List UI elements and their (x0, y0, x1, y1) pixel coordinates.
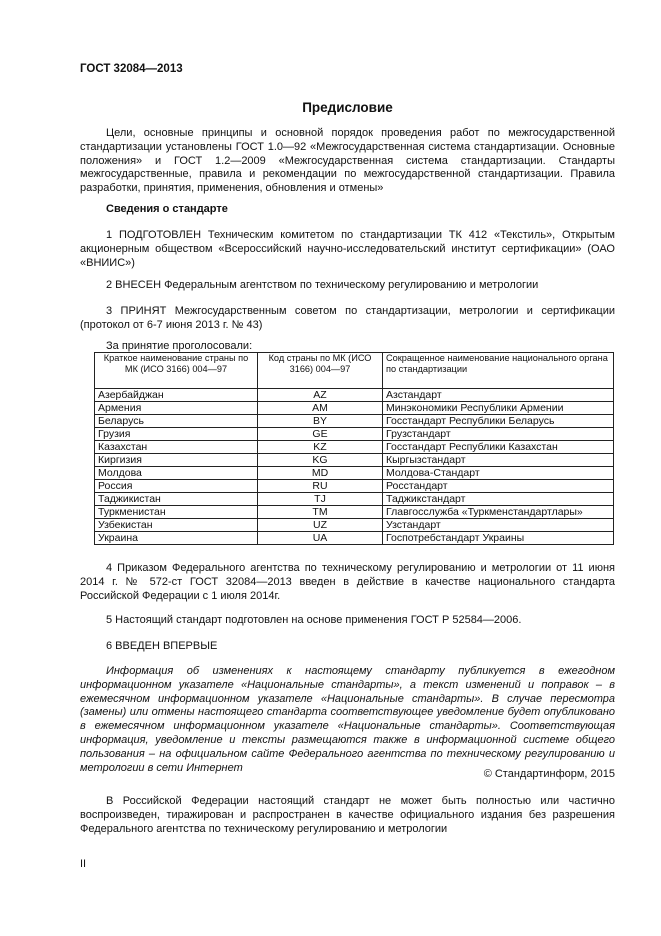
column-header-body: Сокращенное наименование национального органа по стандартизации (383, 353, 614, 389)
cell-code: BY (258, 415, 383, 428)
cell-country: Таджикистан (95, 493, 258, 506)
cell-code: MD (258, 467, 383, 480)
cell-country: Молдова (95, 467, 258, 480)
cell-body: Минэкономики Республики Армении (383, 402, 614, 415)
item-introduced: 2 ВНЕСЕН Федеральным агентством по техническому регулированию и метрологии (106, 279, 539, 291)
cell-body: Молдова-Стандарт (383, 467, 614, 480)
cell-code: KG (258, 454, 383, 467)
table-row (95, 402, 614, 415)
item-prepared: 1 ПОДГОТОВЛЕН Техническим комитетом по стандартизации ТК 412 «Текстиль», Открытым акционерным обществом «Всероссийский научно-исследовательский институт сертификации» (ОАО «ВНИИС») (80, 229, 615, 269)
cell-country: Армения (95, 402, 258, 415)
table-row (95, 493, 614, 506)
item-first-introduced: 6 ВВЕДЕН ВПЕРВЫЕ (106, 640, 218, 652)
reproduction-notice: В Российской Федерации настоящий стандарт не может быть полностью или частично воспроизведен, тиражирован и распространен в качестве официального издания без разрешения Федерального агентства по техническому регулированию и метрологии (80, 795, 615, 835)
column-header-code: Код страны по МК (ИСО 3166) 004—97 (258, 353, 383, 389)
cell-code: TM (258, 506, 383, 519)
intro-paragraph: Цели, основные принципы и основной порядок проведения работ по межгосударственной стандартизации установлены ГОСТ 1.0—92 «Межгосударственная система стандартизации. Основные положения» и ГОСТ 1.2—2009 «Межгосударственная система стандартизации. Стандарты межгосударственные, правила и рекомендации по межгосударственной стандартизации. Правила разработки, принятия, применения, обновления и отмены» (80, 127, 615, 195)
cell-code: TJ (258, 493, 383, 506)
cell-body: Госстандарт Республики Беларусь (383, 415, 614, 428)
table-row (95, 467, 614, 480)
table-header-row (95, 353, 614, 389)
page-title: Предисловие (302, 100, 393, 115)
cell-country: Азербайджан (95, 389, 258, 402)
cell-code: UA (258, 532, 383, 545)
cell-country: Украина (95, 532, 258, 545)
table-row (95, 389, 614, 402)
table-row (95, 480, 614, 493)
cell-country: Туркменистан (95, 506, 258, 519)
countries-table (94, 352, 614, 545)
table-row (95, 519, 614, 532)
page-number: II (80, 858, 87, 870)
table-row (95, 428, 614, 441)
cell-country: Грузия (95, 428, 258, 441)
cell-country: Беларусь (95, 415, 258, 428)
cell-country: Узбекистан (95, 519, 258, 532)
cell-body: Госстандарт Республики Казахстан (383, 441, 614, 454)
cell-body: Госпотребстандарт Украины (383, 532, 614, 545)
cell-body: Главгосслужба «Туркменстандартлары» (383, 506, 614, 519)
cell-body: Азстандарт (383, 389, 614, 402)
table-row (95, 506, 614, 519)
table-row (95, 415, 614, 428)
cell-country: Россия (95, 480, 258, 493)
table-row (95, 441, 614, 454)
cell-body: Узстандарт (383, 519, 614, 532)
document-code: ГОСТ 32084—2013 (80, 63, 183, 75)
cell-body: Грузстандарт (383, 428, 614, 441)
cell-body: Таджикстандарт (383, 493, 614, 506)
cell-country: Киргизия (95, 454, 258, 467)
cell-body: Росстандарт (383, 480, 614, 493)
item-enacted: 4 Приказом Федерального агентства по техническому регулированию и метрологии от 11 июня 2014 г. № 572-ст ГОСТ 32084—2013 введен в действие в качестве национального стандарта Российской Федерации с 1 июля 2014г. (80, 562, 615, 602)
cell-body: Кыргызстандарт (383, 454, 614, 467)
cell-code: AM (258, 402, 383, 415)
cell-code: UZ (258, 519, 383, 532)
copyright-notice: © Стандартинформ, 2015 (483, 768, 615, 780)
cell-code: GE (258, 428, 383, 441)
column-header-country: Краткое наименование страны по МК (ИСО 3166) 004—97 (95, 353, 258, 389)
cell-code: KZ (258, 441, 383, 454)
cell-country: Казахстан (95, 441, 258, 454)
changes-info-paragraph: Информация об изменениях к настоящему стандарту публикуется в ежегодном информационном указателе «Национальные стандарты», а текст изменений и поправок – в ежемесячном информационном указателе «Национальные стандарты». В случае пересмотра (замены) или отмены настоящего стандарта соответствующее уведомление будет опубликовано в ежемесячном информационном указателе «Национальные стандарты». Соответствующая информация, уведомление и тексты размещаются также в информационной системе общего пользования – на официальном сайте Федерального агентства по техническому регулированию и метрологии в сети Интернет (80, 665, 615, 774)
item-basis: 5 Настоящий стандарт подготовлен на основе применения ГОСТ Р 52584—2006. (106, 614, 522, 626)
table-row (95, 532, 614, 545)
voted-caption: За принятие проголосовали: (106, 340, 253, 352)
cell-code: RU (258, 480, 383, 493)
section-heading: Сведения о стандарте (106, 203, 228, 215)
table-row (95, 454, 614, 467)
item-adopted: 3 ПРИНЯТ Межгосударственным советом по стандартизации, метрологии и сертификации (протокол от 6-7 июня 2013 г. № 43) (80, 305, 615, 331)
cell-code: AZ (258, 389, 383, 402)
